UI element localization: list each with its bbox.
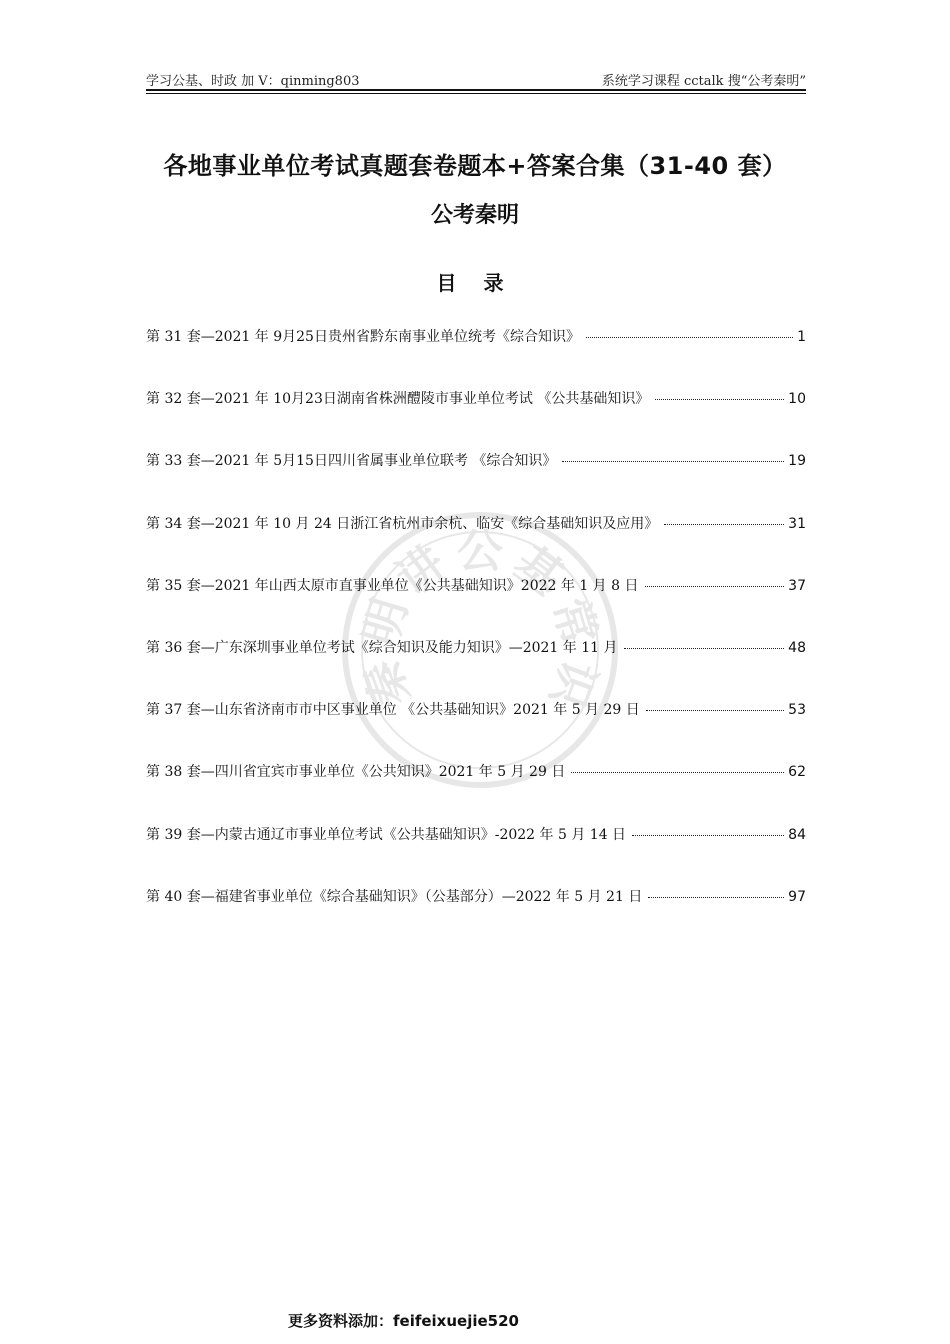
toc-entry-page: 31 — [788, 515, 806, 532]
watermark-char: 公 — [457, 524, 503, 578]
toc-leader-dots — [648, 897, 784, 898]
toc-entry-page: 10 — [788, 391, 806, 408]
toc-entry-page: 53 — [788, 702, 806, 719]
header-right-text: 系统学习课程 cctalk 搜“公考秦明” — [601, 74, 806, 89]
header-divider — [146, 89, 806, 94]
toc-entry[interactable] — [146, 699, 806, 761]
toc-leader-dots — [645, 586, 785, 587]
toc-entry-label: 第 39 套—内蒙古通辽市事业单位考试《公共基础知识》-2022 年 5 月 14 日 — [146, 826, 627, 843]
toc-entry-label: 第 35 套—2021 年山西太原市直事业单位《公共基础知识》2022 年 1 月 8 日 — [146, 577, 639, 594]
watermark-char: 基 — [504, 535, 574, 606]
toc-entry-label: 第 33 套—2021 年 5月15日四川省属事业单位联考 《综合知识》 — [146, 453, 557, 470]
toc-entry-page: 97 — [788, 888, 806, 905]
toc-entry-page: 62 — [788, 764, 806, 781]
toc-leader-dots — [571, 772, 784, 773]
toc-leader-dots — [562, 461, 784, 462]
toc-entry-label: 第 38 套—四川省宜宾市事业单位《公共知识》2021 年 5 月 29 日 — [146, 764, 566, 781]
document-author: 公考秦明 — [430, 203, 519, 228]
toc-leader-dots — [586, 337, 793, 338]
toc-leader-dots — [646, 710, 784, 711]
toc-entry-page: 1 — [797, 329, 806, 345]
watermark-char: 明 — [352, 591, 418, 652]
toc-entry[interactable] — [146, 575, 806, 637]
footer-contact-text: 更多资料添加：feifeixuejie520 — [288, 1312, 519, 1330]
toc-entry-label: 第 34 套—2021 年 10 月 24 日浙江省杭州市余杭、临安《综合基础知识及应用》 — [146, 515, 659, 532]
toc-entry-page: 19 — [788, 453, 806, 470]
toc-leader-dots — [632, 835, 784, 836]
toc-leader-dots — [664, 524, 784, 525]
table-of-contents — [146, 326, 806, 948]
toc-entry[interactable] — [146, 326, 806, 388]
header-left-text: 学习公基、时政 加 V：qinming803 — [146, 74, 360, 89]
watermark-char: 常 — [542, 591, 608, 652]
toc-entry[interactable] — [146, 824, 806, 886]
watermark-char: 讲 — [386, 535, 456, 606]
toc-entry[interactable] — [146, 761, 806, 823]
watermark-char: 秦 — [353, 653, 421, 715]
toc-leader-dots — [655, 399, 784, 400]
toc-entry-label: 第 37 套—山东省济南市市中区事业单位 《公共基础知识》2021 年 5 月 29 日 — [146, 702, 640, 719]
toc-entry[interactable] — [146, 450, 806, 512]
toc-entry[interactable] — [146, 886, 806, 948]
toc-entry[interactable] — [146, 513, 806, 575]
toc-heading: 目 录 — [436, 271, 514, 295]
watermark-char: 识 — [539, 653, 607, 715]
toc-entry-page: 84 — [788, 826, 806, 843]
toc-entry-label: 第 40 套—福建省事业单位《综合基础知识》（公基部分）—2022 年 5 月 21 日 — [146, 888, 643, 905]
document-title: 各地事业单位考试真题套卷题本+答案合集（31-40 套） — [163, 152, 787, 180]
toc-entry-label: 第 36 套—广东深圳事业单位考试《综合知识及能力知识》—2021 年 11 月 — [146, 639, 618, 656]
toc-entry-label: 第 31 套—2021 年 9月25日贵州省黔东南事业单位统考《综合知识》 — [146, 329, 580, 345]
toc-entry[interactable] — [146, 388, 806, 450]
toc-entry-page: 37 — [788, 577, 806, 594]
page-header — [146, 70, 806, 88]
toc-entry-label: 第 32 套—2021 年 10月23日湖南省株洲醴陵市事业单位考试 《公共基础知识》 — [146, 391, 650, 408]
toc-entry[interactable] — [146, 637, 806, 699]
toc-entry-page: 48 — [788, 639, 806, 656]
toc-leader-dots — [624, 648, 785, 649]
